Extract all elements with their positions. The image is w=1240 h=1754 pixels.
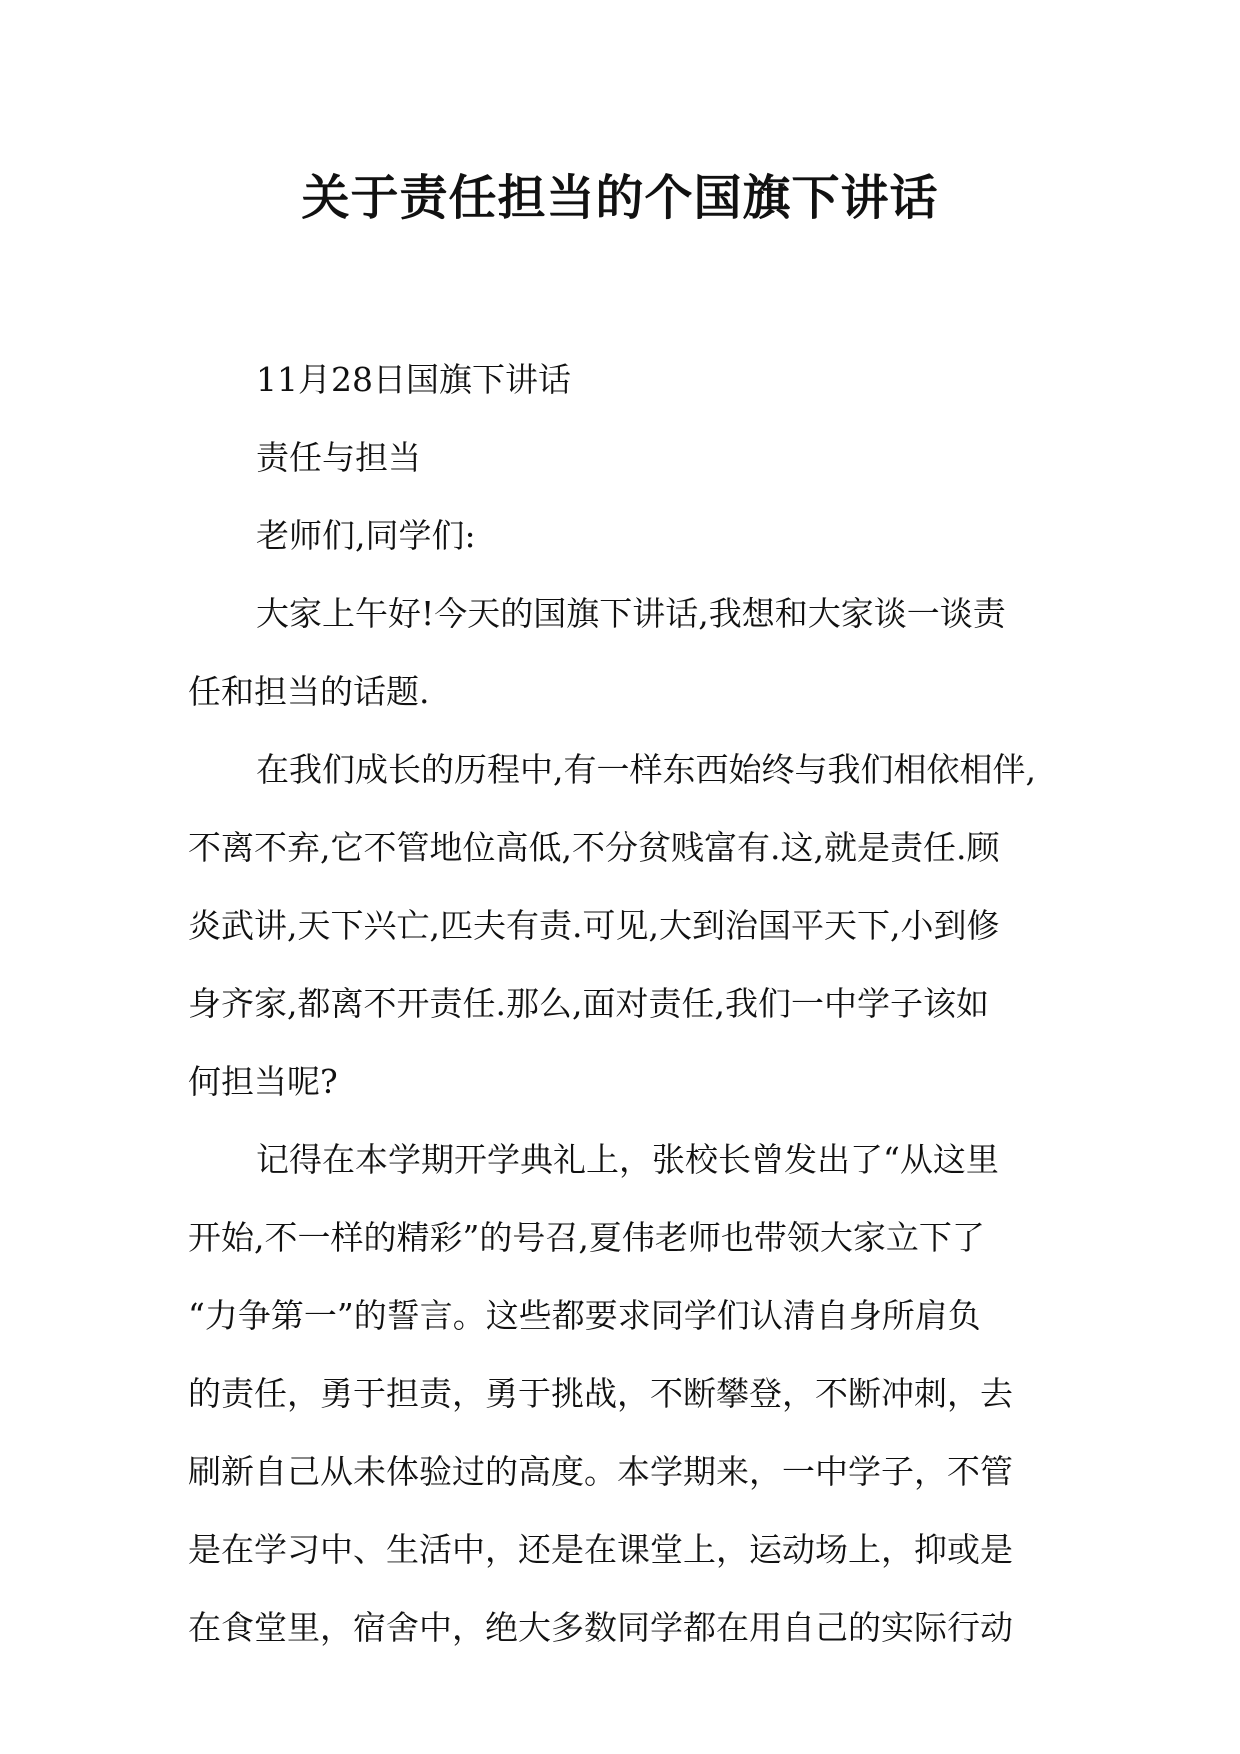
greeting-line: 老师们,同学们: (256, 516, 476, 555)
paragraph-line: 何担当呢? (188, 1062, 338, 1101)
paragraph-line: 在我们成长的历程中,有一样东西始终与我们相依相伴, (256, 750, 1036, 789)
paragraph-line: 在食堂里，宿舍中，绝大多数同学都在用自己的实际行动 (188, 1608, 1013, 1647)
paragraph-line: 任和担当的话题. (188, 672, 430, 711)
speech-topic-line: 责任与担当 (256, 438, 421, 477)
speech-date-line: 11月28日国旗下讲话 (256, 360, 571, 399)
paragraph-line: 刷新自己从未体验过的高度。本学期来，一中学子，不管 (188, 1452, 1013, 1491)
paragraph-line: “力争第一”的誓言。这些都要求同学们认清自身所肩负 (188, 1296, 981, 1335)
paragraph-line: 炎武讲,天下兴亡,匹夫有责.可见,大到治国平天下,小到修 (188, 906, 1000, 945)
paragraph-line: 记得在本学期开学典礼上，张校长曾发出了“从这里 (256, 1140, 999, 1179)
paragraph-line: 大家上午好!今天的国旗下讲话,我想和大家谈一谈责 (256, 594, 1006, 633)
paragraph-line: 是在学习中、生活中，还是在课堂上，运动场上，抑或是 (188, 1530, 1013, 1569)
paragraph-line: 开始,不一样的精彩”的号召,夏伟老师也带领大家立下了 (188, 1218, 985, 1257)
document-body (188, 341, 1058, 1667)
paragraph-line: 不离不弃,它不管地位高低,不分贫贱富有.这,就是责任.顾 (188, 828, 1000, 867)
document-title: 关于责任担当的个国旗下讲话 (301, 170, 939, 226)
paragraph-line: 的责任，勇于担责，勇于挑战，不断攀登，不断冲刺，去 (188, 1374, 1013, 1413)
paragraph-line: 身齐家,都离不开责任.那么,面对责任,我们一中学子该如 (188, 984, 989, 1023)
